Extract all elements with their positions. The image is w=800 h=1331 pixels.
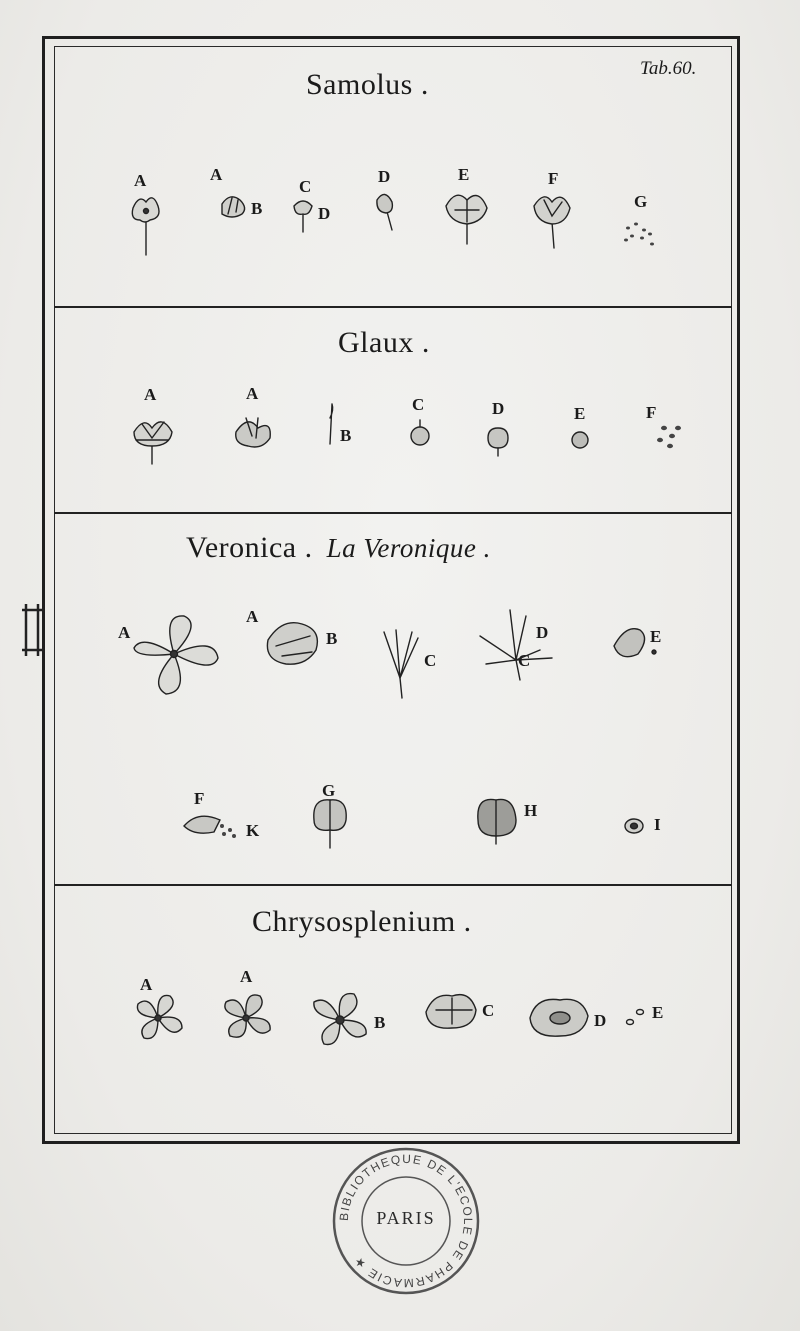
glaux-flower-a bbox=[134, 422, 172, 464]
section-title-veronica: Veronica . La Veronique . bbox=[186, 531, 491, 564]
figure-label: A bbox=[246, 384, 259, 403]
samolus-flower-e bbox=[446, 195, 487, 244]
figure-label: A bbox=[144, 385, 157, 404]
section-title-samolus: Samolus . bbox=[306, 68, 429, 101]
figure-label: A bbox=[246, 607, 259, 626]
samolus-flower-a2 bbox=[222, 197, 245, 217]
samolus-seeds-g bbox=[624, 223, 654, 246]
samolus-flower-f bbox=[534, 197, 570, 248]
veronica-flower-a bbox=[134, 616, 218, 694]
veronica-pistil-f bbox=[184, 816, 220, 833]
chrysosplenium-flower-a bbox=[137, 995, 182, 1038]
figure-label: A bbox=[140, 975, 153, 994]
figure-label: E bbox=[458, 165, 470, 184]
figure-label: A bbox=[134, 171, 147, 190]
figure-label: A bbox=[118, 623, 131, 642]
veronica-capsule-g bbox=[314, 800, 346, 848]
section-title-chrysosplenium: Chrysosplenium . bbox=[252, 905, 472, 938]
figure-label: D bbox=[594, 1011, 607, 1030]
figure-label: F bbox=[194, 789, 205, 808]
veronica-capsule-h bbox=[478, 799, 516, 844]
stamp-ring-text: BIBLIOTHEQUE DE L'ECOLE DE PHARMACIE ★ bbox=[336, 1151, 476, 1291]
glaux-capsule-e bbox=[572, 432, 588, 448]
chrysosplenium-flower-d bbox=[530, 999, 588, 1036]
figure-label: B bbox=[340, 426, 352, 445]
figure-label: G bbox=[634, 192, 648, 211]
veronica-flower-a2 bbox=[267, 623, 317, 665]
figure-label: H bbox=[524, 801, 538, 820]
figure-label: C bbox=[412, 395, 425, 414]
figure-label: C bbox=[299, 177, 312, 196]
figure-label: D bbox=[536, 623, 549, 642]
figure-label: E bbox=[652, 1003, 664, 1022]
veronica-calyx-c bbox=[384, 630, 418, 698]
veronica-seeds-k bbox=[220, 824, 236, 838]
figure-label: A bbox=[210, 165, 223, 184]
samolus-bud-d bbox=[377, 194, 392, 230]
glaux-stem-b bbox=[330, 404, 333, 444]
figure-label: C bbox=[518, 651, 531, 670]
binding-mark bbox=[20, 600, 50, 660]
figure-label: C bbox=[424, 651, 437, 670]
veronica-calyx-d bbox=[480, 610, 552, 680]
figure-label: D bbox=[492, 399, 505, 418]
figure-label: F bbox=[548, 169, 559, 188]
glaux-flower-a2 bbox=[236, 418, 271, 447]
figure-label: B bbox=[374, 1013, 386, 1032]
figure-label: E bbox=[650, 627, 662, 646]
figure-label: D bbox=[378, 167, 391, 186]
figure-label: A bbox=[240, 967, 253, 986]
figure-label: I bbox=[654, 815, 661, 834]
plate-number: Tab.60. bbox=[640, 58, 697, 79]
stamp-center-text: PARIS bbox=[376, 1208, 436, 1228]
figure-label: B bbox=[326, 629, 338, 648]
figure-label: B bbox=[251, 199, 263, 218]
figure-label: F bbox=[646, 403, 657, 422]
glaux-seeds-f bbox=[657, 426, 681, 448]
figure-label: G bbox=[322, 781, 336, 800]
figure-label: C bbox=[482, 1001, 495, 1020]
glaux-capsule-c bbox=[411, 420, 429, 445]
chrysosplenium-seeds-e bbox=[627, 1010, 644, 1025]
veronica-seed-i bbox=[625, 819, 643, 833]
chrysosplenium-flower-b bbox=[314, 994, 366, 1045]
figure-label: K bbox=[246, 821, 260, 840]
figure-label: E bbox=[574, 404, 586, 423]
glaux-capsule-d bbox=[488, 428, 508, 456]
veronica-stamen-e bbox=[614, 629, 656, 657]
chrysosplenium-flower-a2 bbox=[225, 995, 270, 1037]
samolus-flower-a bbox=[132, 198, 159, 255]
section-subtitle-veronica: La Veronique . bbox=[326, 533, 491, 563]
chrysosplenium-flower-c bbox=[426, 995, 476, 1029]
section-title-glaux: Glaux . bbox=[338, 326, 430, 359]
samolus-flower-c bbox=[294, 201, 312, 232]
figure-label: D bbox=[318, 204, 331, 223]
